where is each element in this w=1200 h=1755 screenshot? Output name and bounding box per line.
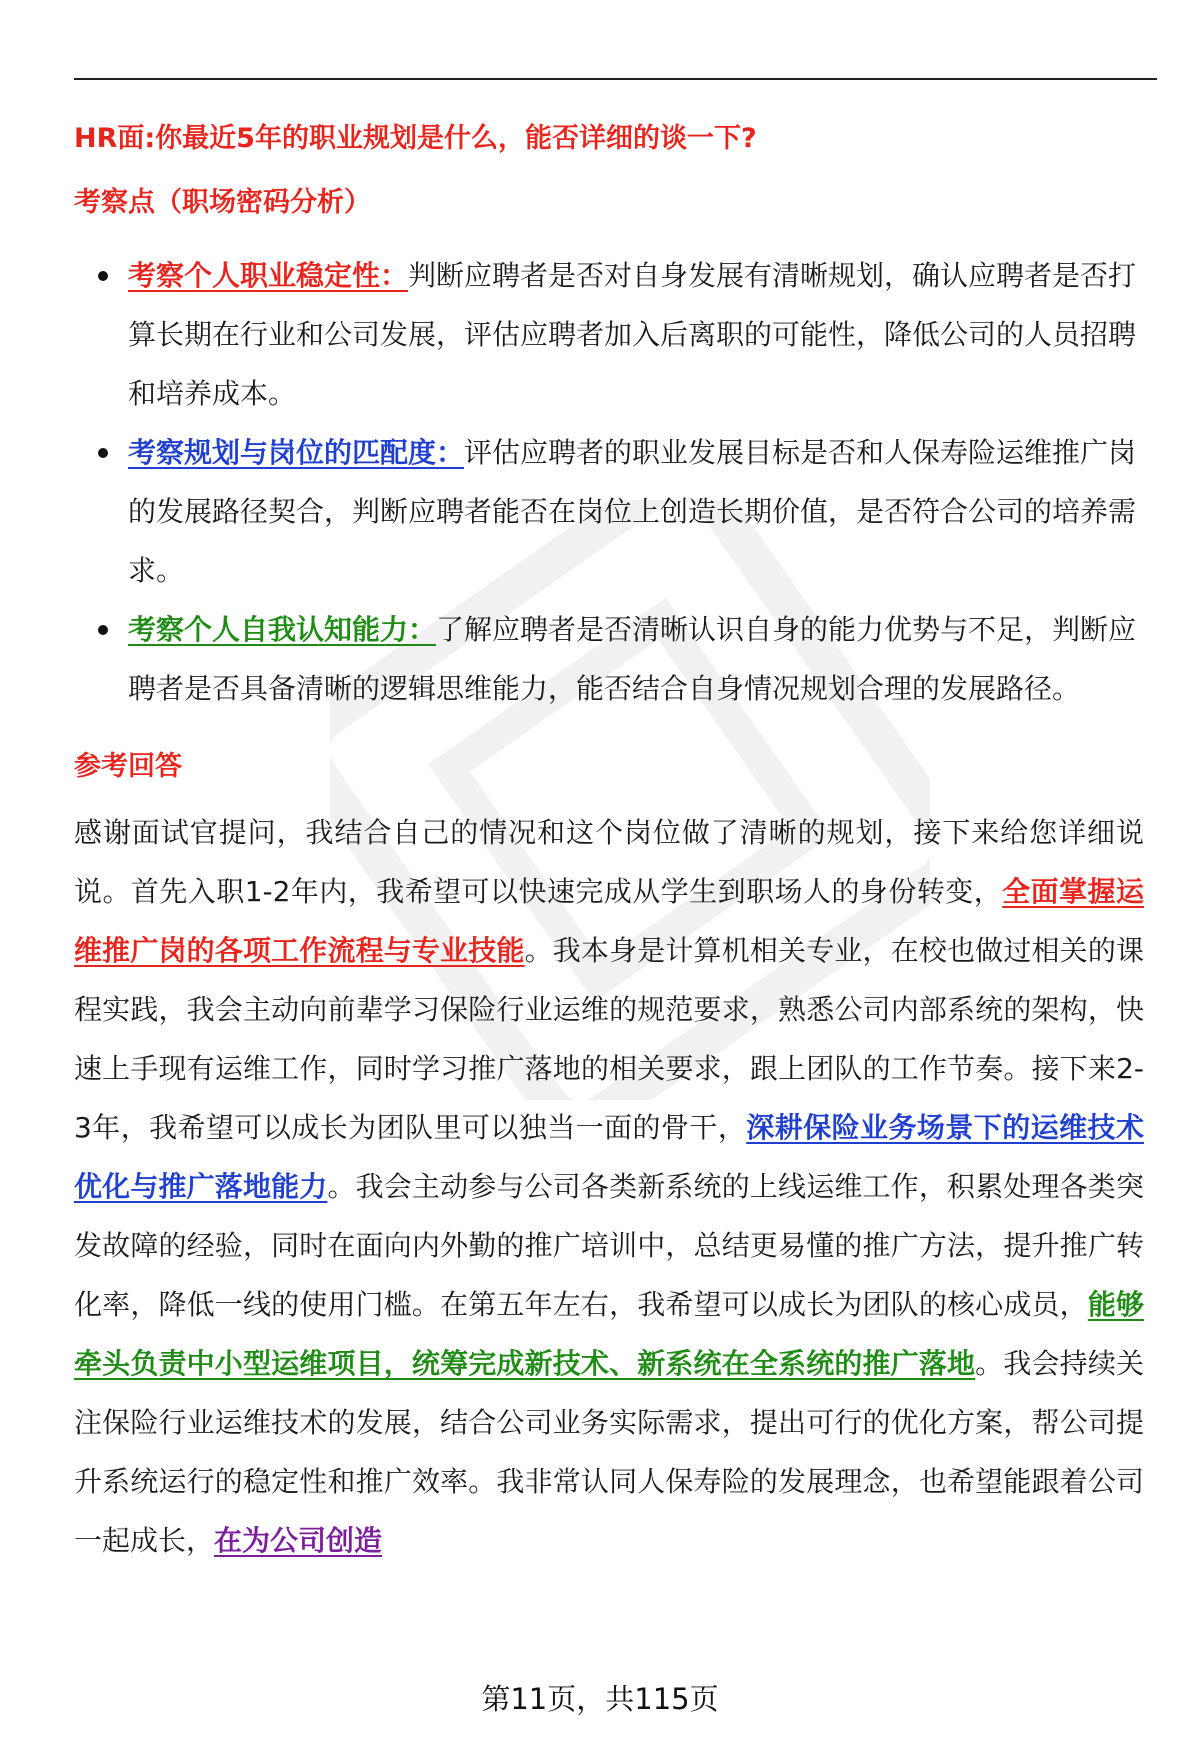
- answer-paragraph: [74, 803, 1144, 1570]
- answer-text: 。我会持续关注保险行业运维技术的发展，结合公司业务实际需求，提出可行的优化方案，帮公司提升系统运行的稳定性和推广效率。我非常认同人保寿险的发展理念，也希望能跟着公司一起成长，: [74, 1347, 1144, 1558]
- point-text: 评估应聘者的职业发展目标是否和人保寿险运维推广岗的发展路径契合，判断应聘者能否在岗位上创造长期价值，是否符合公司的培养需求。: [128, 435, 1137, 587]
- point-keyword: 考察规划与岗位的匹配度：: [128, 435, 465, 469]
- analysis-heading: 考察点（职场密码分析）: [74, 186, 371, 218]
- list-item: [74, 423, 1144, 600]
- answer-highlight: 全面掌握运维推广岗的各项工作流程与专业技能: [74, 875, 1144, 968]
- answer-text: 感谢面试官提问，我结合自己的情况和这个岗位做了清晰的规划，接下来给您详细说说。首先入职1-2年内，我希望可以快速完成从学生到职场人的身份转变，: [74, 816, 1144, 909]
- page-number: 第11页，共115页: [481, 1682, 719, 1716]
- answer-highlight: 在为公司创造: [214, 1524, 383, 1558]
- answer-heading: 参考回答: [74, 750, 182, 782]
- bullet-icon: [98, 625, 108, 635]
- point-keyword: 考察个人自我认知能力：: [128, 612, 437, 646]
- answer-text: 。我会主动参与公司各类新系统的上线运维工作，积累处理各类突发故障的经验，同时在面向内外勤的推广培训中，总结更易懂的推广方法，提升推广转化率，降低一线的使用门槛。在第五年左右，我希望可以成长为团队的核心成员，: [74, 1170, 1144, 1322]
- point-keyword: 考察个人职业稳定性：: [128, 258, 409, 292]
- question-heading: HR面:你最近5年的职业规划是什么，能否详细的谈一下?: [74, 123, 757, 154]
- header-rule: [74, 78, 1157, 80]
- answer-text: 。我本身是计算机相关专业，在校也做过相关的课程实践，我会主动向前辈学习保险行业运维的规范要求，熟悉公司内部系统的架构，快速上手现有运维工作，同时学习推广落地的相关要求，跟上团队的工作节奏。接下来2-3年，我希望可以成长为团队里可以独当一面的骨干，: [74, 934, 1144, 1145]
- assessment-points-list: [74, 246, 1144, 718]
- answer-highlight: 能够牵头负责中小型运维项目，统筹完成新技术、新系统在全系统的推广落地: [74, 1288, 1144, 1381]
- bullet-icon: [98, 448, 108, 458]
- document-page: [74, 100, 1144, 1570]
- bullet-icon: [98, 271, 108, 281]
- list-item: [74, 246, 1144, 423]
- point-text: 了解应聘者是否清晰认识自身的能力优势与不足，判断应聘者是否具备清晰的逻辑思维能力，能否结合自身情况规划合理的发展路径。: [128, 612, 1137, 705]
- point-text: 判断应聘者是否对自身发展有清晰规划，确认应聘者是否打算长期在行业和公司发展，评估应聘者加入后离职的可能性，降低公司的人员招聘和培养成本。: [128, 258, 1137, 410]
- list-item: [74, 600, 1144, 718]
- answer-highlight: 深耕保险业务场景下的运维技术优化与推广落地能力: [74, 1111, 1144, 1204]
